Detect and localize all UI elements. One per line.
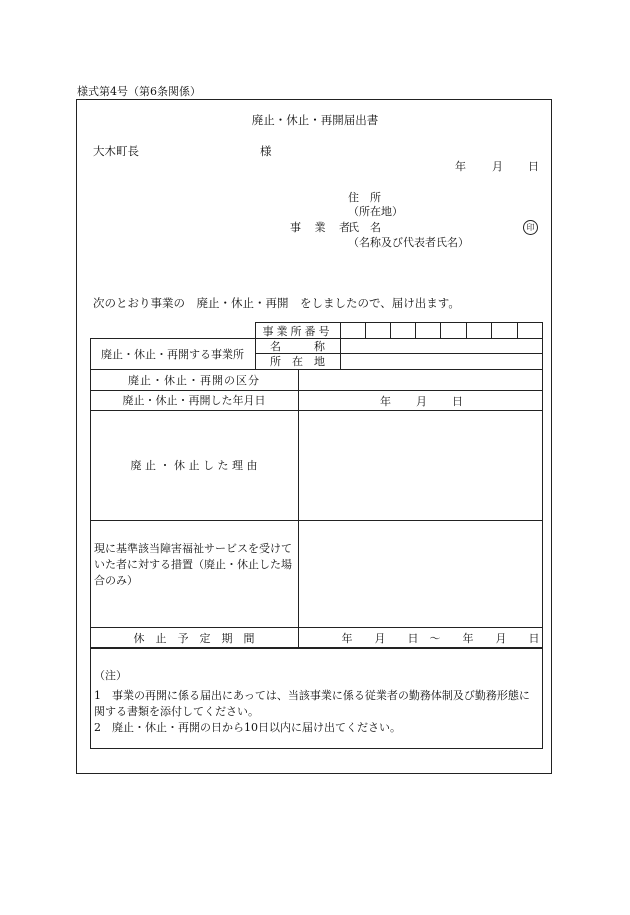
- address-label: 住 所: [348, 191, 381, 204]
- business-operator-label: 事 業 者: [290, 221, 355, 234]
- date-year-label: 年: [455, 160, 466, 173]
- category-label: 廃止・休止・再開の区分: [128, 373, 260, 387]
- reason-label: 廃 止 ・ 休 止 し た 理 由: [130, 459, 258, 472]
- intro-text: 次のとおり事業の 廃止・休止・再開 をしましたので、届け出ます。: [93, 296, 460, 310]
- suspension-period-label: 休 止 予 定 期 間: [133, 631, 255, 645]
- date-month-field-label: 月: [416, 395, 427, 408]
- note-item: 1 事業の再開に係る届出にあっては、当該事業に係る従業者の勤務体制及び勤務形態に関する書類を添付してください。: [94, 689, 530, 718]
- notes-header: （注）: [94, 669, 127, 682]
- seal-mark: 印: [523, 220, 538, 235]
- date-year-field-label: 年: [380, 395, 391, 408]
- date-day-label: 日: [528, 160, 539, 173]
- notes: [94, 668, 540, 736]
- honorific: 様: [260, 144, 272, 158]
- address-sub-label: （所在地）: [348, 205, 403, 218]
- form-number-label: 様式第4号（第6条関係）: [77, 85, 201, 98]
- date-label: 廃止・休止・再開した年月日: [122, 394, 266, 407]
- addressee: 大木町長: [93, 144, 139, 158]
- name-label: 氏 名: [348, 221, 381, 234]
- office-group-label: 廃止・休止・再開する事業所: [101, 347, 244, 361]
- name-sub-label: （名称及び代表者氏名）: [348, 236, 469, 249]
- date-month-label: 月: [492, 160, 503, 173]
- facility-name-label: 名 称: [270, 339, 325, 353]
- page-title: 廃止・休止・再開届出書: [251, 113, 379, 127]
- facility-location-label: 所 在 地: [270, 355, 325, 368]
- suspension-period-range: 年 月 日 ～ 年 月 日: [341, 631, 540, 645]
- date-day-field-label: 日: [452, 395, 463, 408]
- office-number-label: 事業所番号: [262, 324, 333, 338]
- note-item: 2 廃止・休止・再開の日から10日以内に届け出てください。: [94, 721, 401, 734]
- measures-label: 現に基準該当障害福祉サービスを受けていた者に対する措置（廃止・休止した場合のみ）: [94, 542, 292, 587]
